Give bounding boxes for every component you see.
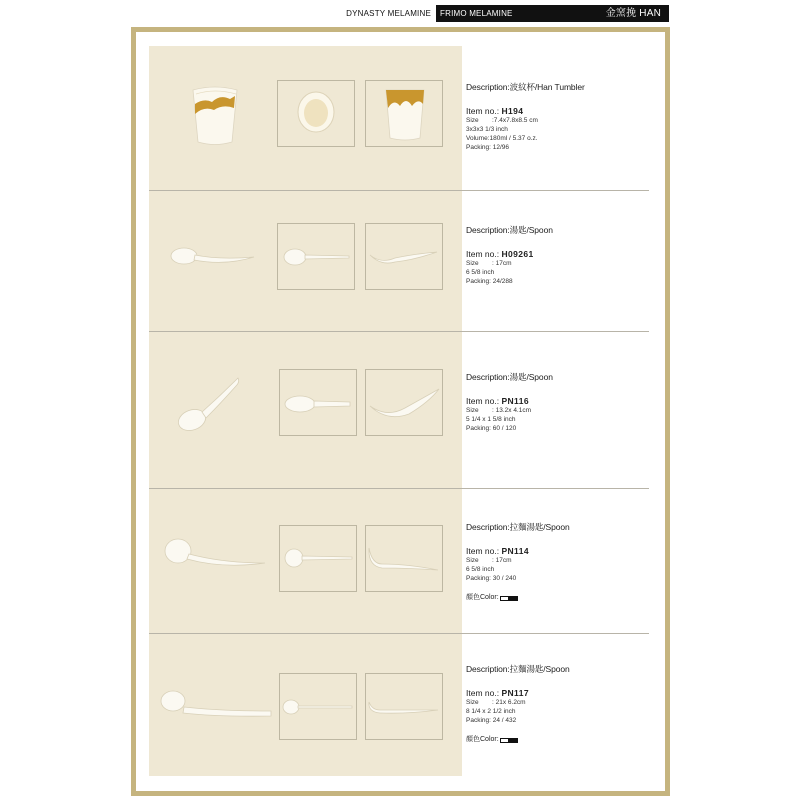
packing-value: Packing: 24 / 432: [466, 717, 517, 724]
size-value: : 13.2x 4.1cm: [492, 407, 532, 414]
item-number-row: [466, 546, 656, 556]
color-label: 顏色Color:: [466, 594, 499, 601]
item-number: H194: [501, 106, 524, 116]
size-label: Size: [466, 407, 479, 414]
item-label: Item no.:: [466, 106, 502, 116]
tumbler-photo-top: [296, 90, 336, 134]
product-description: Description:波紋杯/Han Tumbler: [466, 82, 585, 92]
size-row: [466, 698, 656, 707]
product-description: Description:拉麵湯匙/Spoon: [466, 522, 570, 532]
item-label: Item no.:: [466, 396, 502, 406]
series-label: 金窯挽 HAN: [605, 8, 661, 19]
spoon-pn114-photo: [163, 537, 267, 571]
product-description: Description:湯匙/Spoon: [466, 225, 553, 235]
item-number: H09261: [501, 249, 534, 259]
brand-frimo-tab: [436, 5, 669, 22]
row-divider: [149, 331, 649, 332]
spoon-pn114-side-photo: [368, 546, 440, 572]
item-number-row: [466, 249, 656, 259]
size-inch-value: 6 5/8 inch: [466, 566, 495, 573]
black-swatch: [509, 738, 518, 743]
item-number-row: [466, 688, 656, 698]
spoon-h09261-top-photo: [283, 247, 351, 267]
size-row: [466, 259, 656, 268]
spoon-h09261-photo: [170, 246, 256, 270]
size-inch-value: 5 1/4 x 1 5/8 inch: [466, 416, 516, 423]
size-value: : 17cm: [492, 260, 512, 267]
packing-value: Packing: 24/288: [466, 278, 513, 285]
white-swatch: [500, 738, 509, 743]
spoon-pn116-photo: [176, 376, 242, 434]
size-value: :7.4x7.8x8.5 cm: [492, 117, 538, 124]
item-label: Item no.:: [466, 688, 502, 698]
tumbler-photo-side: [190, 84, 240, 146]
product-info-pn117: [466, 664, 656, 745]
product-info-pn116: [466, 372, 656, 433]
size-value: : 17cm: [492, 557, 512, 564]
item-number-row: [466, 106, 656, 116]
size-row: [466, 556, 656, 565]
size-row: [466, 116, 656, 125]
item-number-row: [466, 396, 656, 406]
black-swatch: [509, 596, 518, 601]
color-options: [466, 593, 656, 603]
size-label: Size: [466, 117, 479, 124]
row-divider: [149, 488, 649, 489]
item-label: Item no.:: [466, 249, 502, 259]
spoon-pn117-top-photo: [282, 698, 354, 716]
item-number: PN116: [501, 396, 529, 406]
size-inch-value: 3x3x3 1/3 inch: [466, 126, 508, 133]
item-label: Item no.:: [466, 546, 502, 556]
size-value: : 21x 6.2cm: [492, 699, 526, 706]
row-divider: [149, 190, 649, 191]
size-label: Size: [466, 260, 479, 267]
spoon-pn117-photo: [159, 689, 273, 719]
brand-dynasty-label: DYNASTY MELAMINE: [300, 5, 436, 22]
spoon-pn117-side-photo: [368, 698, 440, 716]
row-divider: [149, 633, 649, 634]
volume-value: Volume:180ml / 5.37 o.z.: [466, 135, 538, 142]
spoon-pn116-side-photo: [369, 388, 441, 420]
brand-frimo-label: FRIMO MELAMINE: [440, 9, 513, 18]
color-label: 顏色Color:: [466, 736, 499, 743]
spoon-h09261-side-photo: [369, 250, 439, 266]
product-info-h194: [466, 82, 656, 152]
packing-value: Packing: 12/96: [466, 144, 510, 151]
product-info-h09261: [466, 225, 656, 286]
item-number: PN117: [501, 688, 529, 698]
size-row: [466, 406, 656, 415]
white-swatch: [500, 596, 509, 601]
packing-value: Packing: 30 / 240: [466, 575, 517, 582]
size-label: Size: [466, 699, 479, 706]
packing-value: Packing: 60 / 120: [466, 425, 517, 432]
spoon-pn116-top-photo: [284, 395, 352, 413]
size-inch-value: 6 5/8 inch: [466, 269, 495, 276]
product-description: Description:湯匙/Spoon: [466, 372, 553, 382]
item-number: PN114: [501, 546, 529, 556]
tumbler-photo-front: [384, 86, 426, 142]
size-label: Size: [466, 557, 479, 564]
color-options: [466, 735, 656, 745]
product-description: Description:拉麵湯匙/Spoon: [466, 664, 570, 674]
product-info-pn114: [466, 522, 656, 603]
spoon-pn114-top-photo: [284, 548, 354, 568]
size-inch-value: 8 1/4 x 2 1/2 inch: [466, 708, 516, 715]
